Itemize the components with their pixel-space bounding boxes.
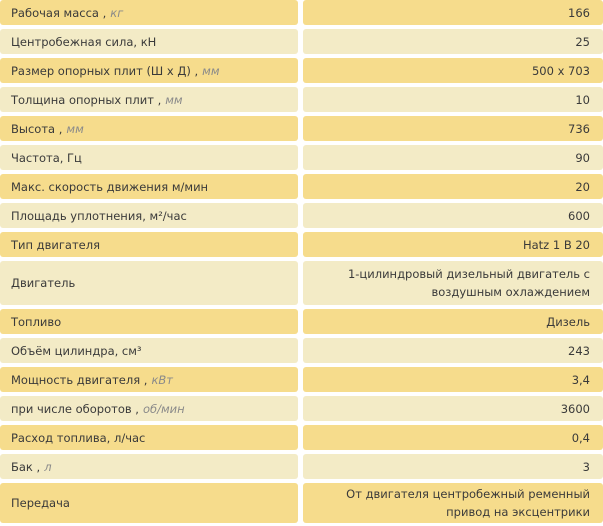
spec-row-fuel [0, 309, 603, 334]
spec-label: Передача [0, 483, 298, 523]
spec-value: 600 [303, 203, 603, 228]
spec-label: Тип двигателя [0, 232, 298, 257]
spec-label: Размер опорных плит (Ш х Д) , мм [0, 58, 298, 83]
spec-row-rpm [0, 396, 603, 421]
spec-row-transmission [0, 483, 603, 523]
spec-row-weight [0, 0, 603, 25]
spec-value: Дизель [303, 309, 603, 334]
spec-row-engine-type [0, 232, 603, 257]
spec-row-consumption [0, 425, 603, 450]
spec-value: 10 [303, 87, 603, 112]
spec-value: 0,4 [303, 425, 603, 450]
spec-row-force [0, 29, 603, 54]
spec-value: 3,4 [303, 367, 603, 392]
spec-value: 3 [303, 454, 603, 479]
spec-unit: мм [165, 92, 183, 107]
spec-value: 500 x 703 [303, 58, 603, 83]
spec-label: Бак , л [0, 454, 298, 479]
spec-label: Высота , мм [0, 116, 298, 141]
spec-unit: мм [202, 63, 220, 78]
spec-label: Рабочая масса , кг [0, 0, 298, 25]
spec-unit: об/мин [142, 401, 185, 416]
spec-label: при числе оборотов , об/мин [0, 396, 298, 421]
spec-value: 25 [303, 29, 603, 54]
spec-label: Объём цилиндра, см³ [0, 338, 298, 363]
spec-label: Расход топлива, л/час [0, 425, 298, 450]
spec-value: 3600 [303, 396, 603, 421]
spec-value: Hatz 1 B 20 [303, 232, 603, 257]
spec-row-power [0, 367, 603, 392]
spec-label: Центробежная сила, кН [0, 29, 298, 54]
spec-value: 20 [303, 174, 603, 199]
spec-row-plate-thickness [0, 87, 603, 112]
spec-row-compaction-area [0, 203, 603, 228]
spec-value: 166 [303, 0, 603, 25]
spec-label: Частота, Гц [0, 145, 298, 170]
spec-unit: кВт [151, 372, 173, 387]
spec-row-engine [0, 261, 603, 305]
spec-row-speed [0, 174, 603, 199]
spec-row-frequency [0, 145, 603, 170]
spec-row-height [0, 116, 603, 141]
spec-row-displacement [0, 338, 603, 363]
spec-label: Мощность двигателя , кВт [0, 367, 298, 392]
spec-value: 90 [303, 145, 603, 170]
spec-label: Топливо [0, 309, 298, 334]
spec-label: Двигатель [0, 261, 298, 305]
spec-value: 243 [303, 338, 603, 363]
spec-unit: л [44, 459, 52, 474]
spec-value: 736 [303, 116, 603, 141]
spec-value: 1-цилиндровый дизельный двигатель с воздушным охлаждением [303, 261, 603, 305]
spec-unit: кг [110, 5, 124, 20]
spec-row-tank [0, 454, 603, 479]
spec-label: Площадь уплотнения, м²/час [0, 203, 298, 228]
spec-value: От двигателя центробежный ременный привод на эксцентрики [303, 483, 603, 523]
spec-label: Толщина опорных плит , мм [0, 87, 298, 112]
spec-unit: мм [66, 121, 84, 136]
spec-row-plate-size [0, 58, 603, 83]
spec-label: Макс. скорость движения м/мин [0, 174, 298, 199]
